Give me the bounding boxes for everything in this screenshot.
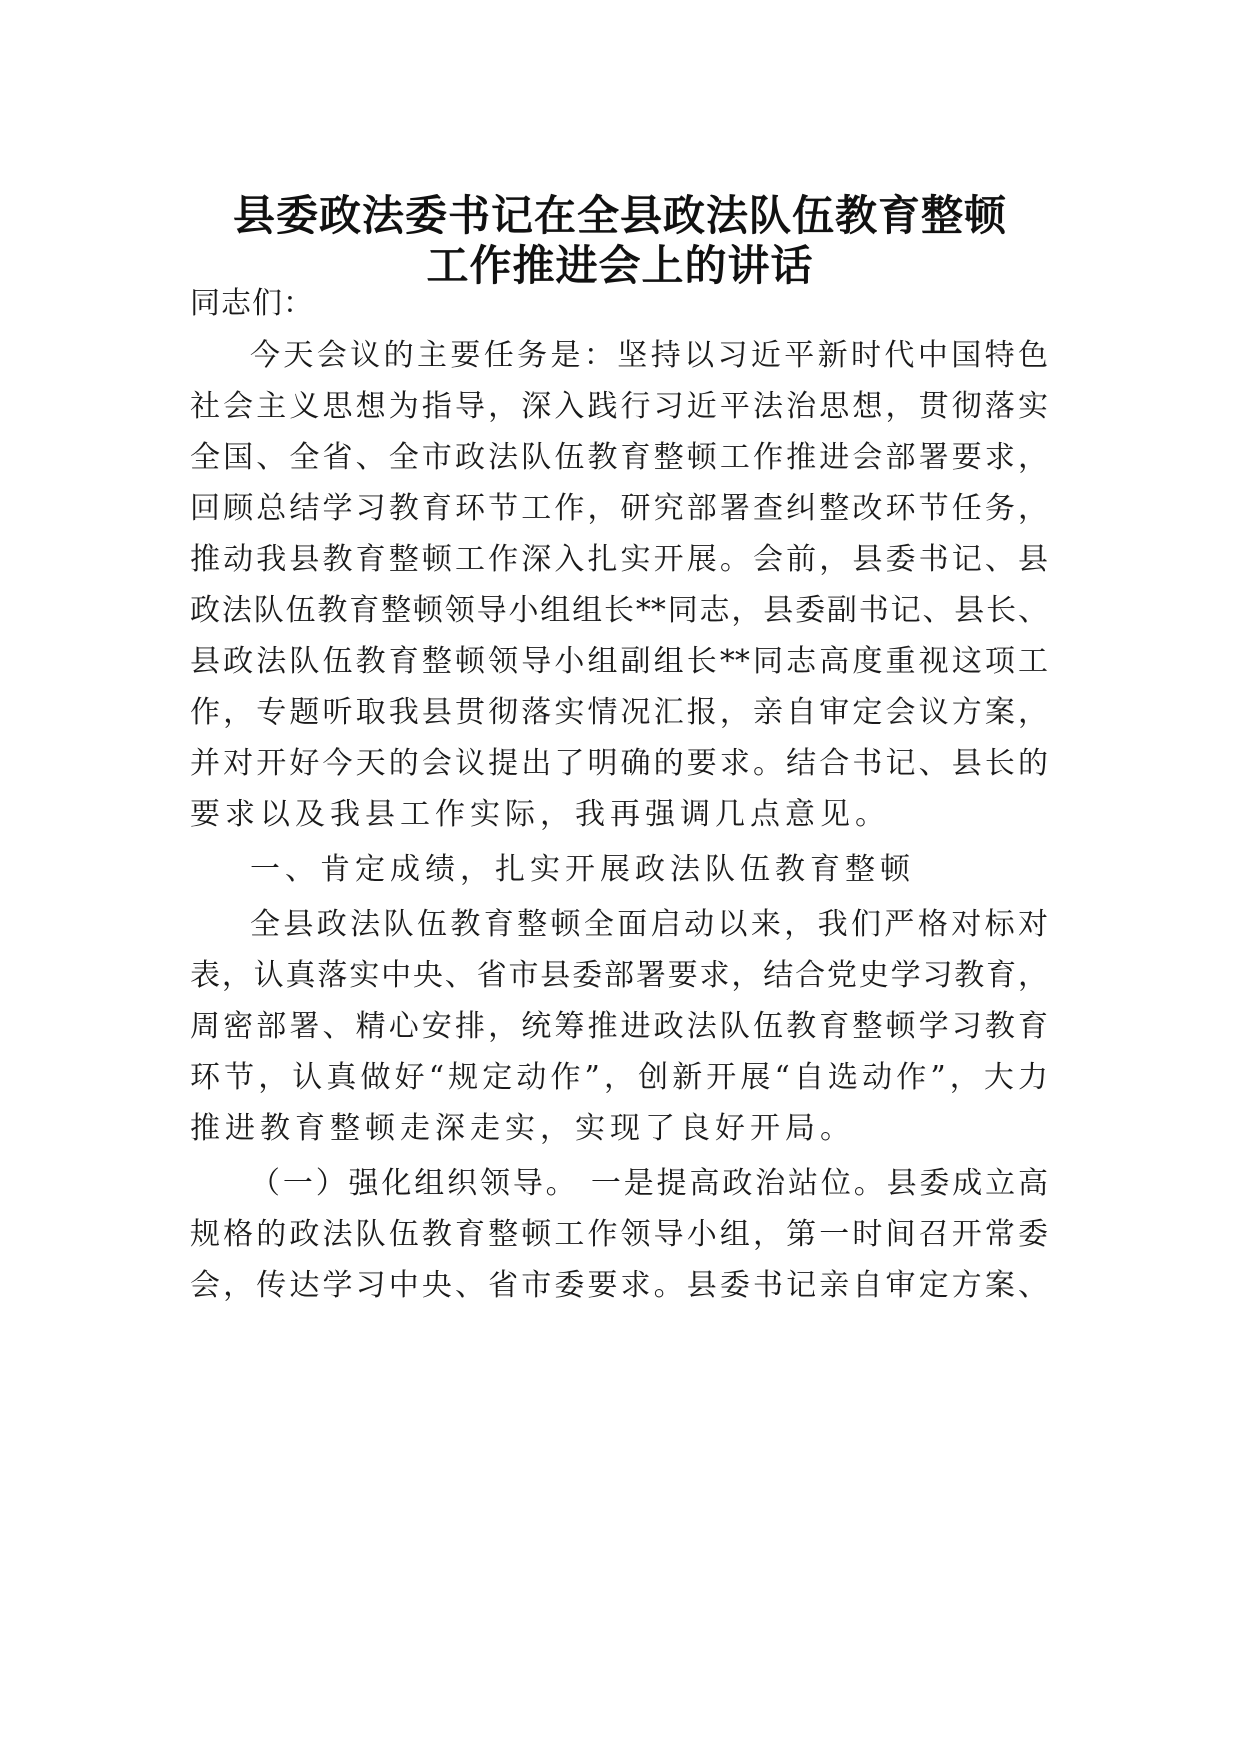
section-1-heading: 一、肯定成绩，扎实开展政法队伍教育整顿 [250,852,915,887]
paragraph-1-line: 政法队伍教育整顿领导小组组长**同志，县委副书记、县长、 [190,593,1048,628]
paragraph-1-line: 今天会议的主要任务是：坚持以习近平新时代中国特色 [250,338,1048,373]
document-title-line-1: 县委政法委书记在全县政法队伍教育整顿 [232,191,1007,240]
paragraph-1-line: 全国、全省、全市政法队伍教育整顿工作推进会部署要求， [190,440,1048,475]
paragraph-2-line: 推进教育整顿走深走实，实现了良好开局。 [190,1111,855,1146]
paragraph-3-line: 规格的政法队伍教育整顿工作领导小组，第一时间召开常委 [190,1217,1048,1252]
paragraph-3-line: 会，传达学习中央、省市委要求。县委书记亲自审定方案、 [190,1268,1048,1303]
paragraph-2-line: 环节，认真做好“规定动作”，创新开展“自选动作”，大力 [190,1060,1048,1095]
paragraph-1-line: 要求以及我县工作实际，我再强调几点意见。 [190,797,890,832]
paragraph-2-line: 周密部署、精心安排，统筹推进政法队伍教育整顿学习教育 [190,1009,1048,1044]
document-title-line-2: 工作推进会上的讲话 [426,241,814,290]
salutation: 同志们： [190,286,314,321]
paragraph-1-line: 县政法队伍教育整顿领导小组副组长**同志高度重视这项工 [190,644,1048,679]
paragraph-1-line: 社会主义思想为指导，深入践行习近平法治思想，贯彻落实 [190,389,1048,424]
paragraph-2-line: 全县政法队伍教育整顿全面启动以来，我们严格对标对 [250,907,1048,942]
paragraph-1-line: 作，专题听取我县贯彻落实情况汇报，亲自审定会议方案， [190,695,1048,730]
paragraph-3-line: （一）强化组织领导。 一是提高政治站位。县委成立高 [250,1166,1048,1201]
paragraph-1-line: 并对开好今天的会议提出了明确的要求。结合书记、县长的 [190,746,1048,781]
paragraph-1-line: 回顾总结学习教育环节工作，研究部署查纠整改环节任务， [190,491,1048,526]
paragraph-1-line: 推动我县教育整顿工作深入扎实开展。会前，县委书记、县 [190,542,1048,577]
paragraph-2-line: 表，认真落实中央、省市县委部署要求，结合党史学习教育， [190,958,1048,993]
